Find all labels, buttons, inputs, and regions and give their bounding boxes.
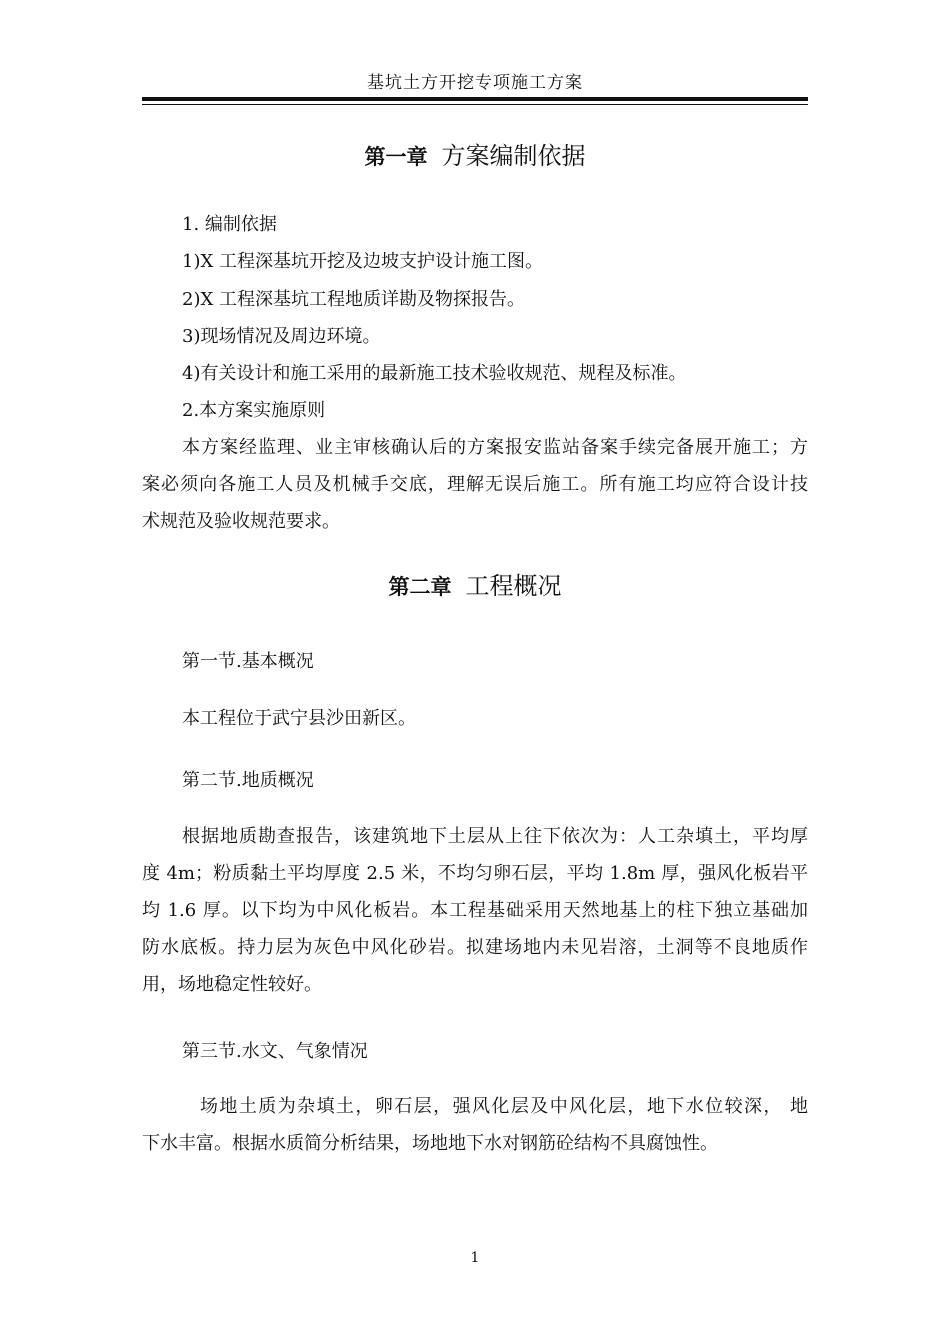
paragraph-line: 度 4m；粉质黏土平均厚度 2.5 米，不均匀卵石层，平均 1.8m 厚，强风化板岩平 xyxy=(142,863,808,884)
basis-heading: 1. 编制依据 xyxy=(182,214,277,235)
paragraph-line: 用，场地稳定性较好。 xyxy=(142,974,322,995)
paragraph-line: 防水底板。持力层为灰色中风化砂岩。拟建场地内未见岩溶，土洞等不良地质作 xyxy=(142,937,808,958)
chapter-2-heading xyxy=(142,566,808,601)
paragraph-line: 下水丰富。根据水质简分析结果，场地地下水对钢筋砼结构不具腐蚀性。 xyxy=(142,1133,718,1154)
paragraph-line: 术规范及验收规范要求。 xyxy=(142,511,340,532)
page-number: 1 xyxy=(470,1250,480,1266)
paragraph-line: 本方案经监理、业主审核确认后的方案报安监站备案手续完备展开施工；方 xyxy=(182,437,808,458)
basis-item-2: 2)X 工程深基坑工程地质详勘及物探报告。 xyxy=(182,289,526,310)
header-rule-thick xyxy=(142,97,808,101)
paragraph-line: 根据地质勘查报告，该建筑地下土层从上往下依次为：人工杂填土，平均厚 xyxy=(182,826,808,847)
basis-item-4: 4)有关设计和施工采用的最新施工技术验收规范、规程及标准。 xyxy=(182,363,687,384)
basis-item-1: 1)X 工程深基坑开挖及边坡支护设计施工图。 xyxy=(182,251,544,272)
basis-item-3: 3)现场情况及周边环境。 xyxy=(182,326,381,347)
header-rule-thin xyxy=(142,104,808,105)
paragraph-line: 均 1.6 厚。以下均为中风化板岩。本工程基础采用天然地基上的柱下独立基础加 xyxy=(142,900,808,921)
section-1-text: 本工程位于武宁县沙田新区。 xyxy=(182,708,416,729)
chapter-1-number: 第一章 xyxy=(364,144,428,169)
principle-heading: 2.本方案实施原则 xyxy=(182,400,326,421)
paragraph-line: 场地土质为杂填土，卵石层，强风化层及中风化层，地下水位较深， 地 xyxy=(200,1096,808,1117)
running-header: 基坑土方开挖专项施工方案 xyxy=(367,73,583,93)
chapter-2-title: 工程概况 xyxy=(465,572,562,600)
chapter-1-heading xyxy=(142,136,808,171)
chapter-1-title: 方案编制依据 xyxy=(441,142,586,170)
chapter-2-number: 第二章 xyxy=(388,574,452,599)
section-2-heading: 第二节.地质概况 xyxy=(182,770,314,791)
section-1-heading: 第一节.基本概况 xyxy=(182,651,314,672)
section-3-heading: 第三节.水文、气象情况 xyxy=(182,1041,368,1062)
paragraph-line: 案必须向各施工人员及机械手交底，理解无误后施工。所有施工均应符合设计技 xyxy=(142,474,808,495)
